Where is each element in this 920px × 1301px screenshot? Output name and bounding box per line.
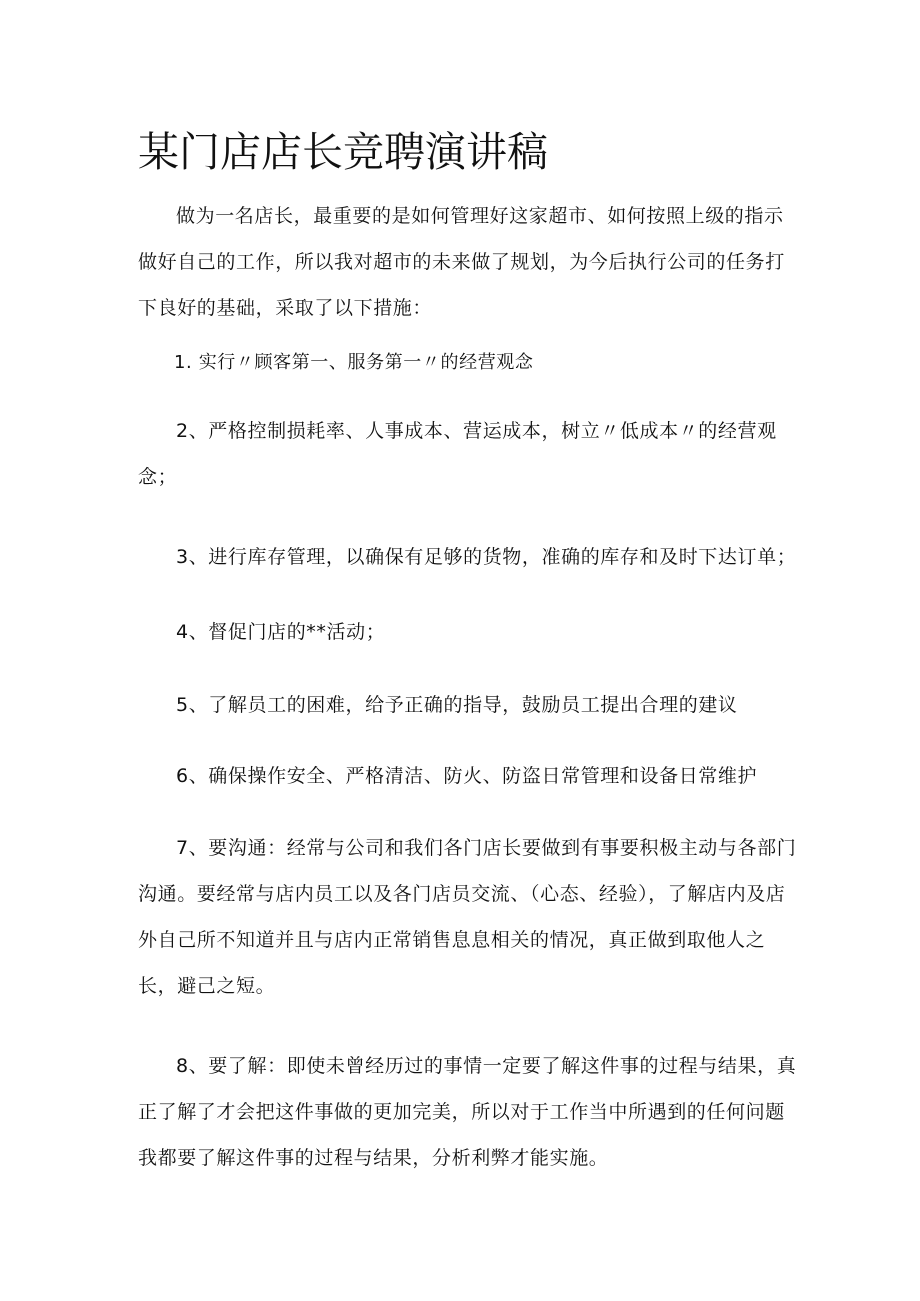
measure-item-5: 5、了解员工的困难，给予正确的指导，鼓励员工提出合理的建议 <box>176 694 738 716</box>
measure-item-6: 6、确保操作安全、严格清洁、防火、防盗日常管理和设备日常维护 <box>176 765 758 787</box>
document-title: 某门店店长竞聘演讲稿 <box>138 128 548 176</box>
intro-paragraph: 做为一名店长，最重要的是如何管理好这家超市、如何按照上级的指示做好自己的工作，所以我对超市的未来做了规划，为今后执行公司的任务打下良好的基础，采取了以下措施： <box>138 205 785 319</box>
measure-item-8: 8、要了解：即使未曾经历过的事情一定要了解这件事的过程与结果，真正了解了才会把这件事做的更加完美，所以对于工作当中所遇到的任何问题我都要了解这件事的过程与结果，分析利弊才能实施。 <box>138 1055 797 1169</box>
measure-item-4: 4、督促门店的**活动； <box>176 621 386 643</box>
measure-item-2: 2、严格控制损耗率、人事成本、营运成本，树立〃低成本〃的经营观念； <box>138 420 777 488</box>
measure-item-3: 3、进行库存管理，以确保有足够的货物，准确的库存和及时下达订单； <box>176 546 797 568</box>
measure-item-1: 1. 实行〃顾客第一、服务第一〃的经营观念 <box>174 352 534 373</box>
measure-item-7: 7、要沟通：经常与公司和我们各门店长要做到有事要积极主动与各部门沟通。要经常与店内员工以及各门店员交流、（心态、经验），了解店内及店外自己所不知道并且与店内正常销售息息相关的情况，真正做到取他人之长，避己之短。 <box>138 837 797 997</box>
